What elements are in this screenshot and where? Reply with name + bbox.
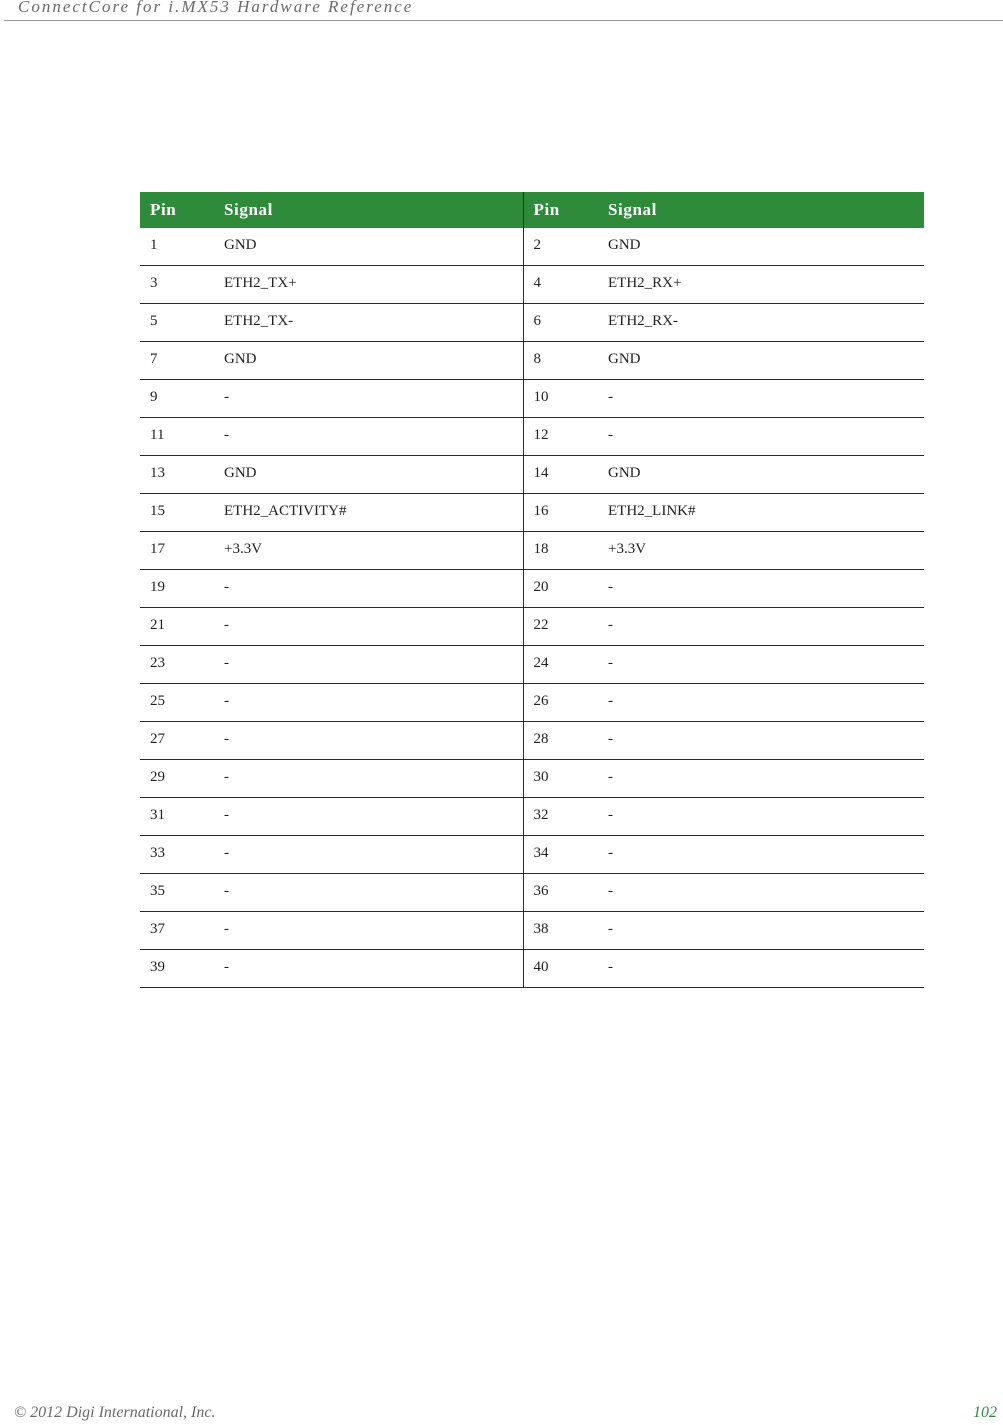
column-header-pin-left: Pin — [140, 192, 214, 228]
table-row — [140, 532, 924, 570]
pin-right-cell: 40 — [523, 950, 598, 988]
column-header-pin-right: Pin — [523, 192, 598, 228]
signal-left-cell: - — [214, 608, 523, 646]
column-header-signal-right: Signal — [598, 192, 924, 228]
signal-right-cell: - — [598, 418, 924, 456]
signal-right-cell: - — [598, 760, 924, 798]
signal-left-cell: - — [214, 380, 523, 418]
signal-left-cell: ETH2_TX- — [214, 304, 523, 342]
pin-left-cell: 31 — [140, 798, 214, 836]
pin-right-cell: 32 — [523, 798, 598, 836]
signal-right-cell: ETH2_LINK# — [598, 494, 924, 532]
pin-right-cell: 14 — [523, 456, 598, 494]
table-row — [140, 342, 924, 380]
table-row — [140, 418, 924, 456]
signal-right-cell: - — [598, 646, 924, 684]
signal-left-cell: +3.3V — [214, 532, 523, 570]
pin-right-cell: 26 — [523, 684, 598, 722]
pin-right-cell: 6 — [523, 304, 598, 342]
pin-left-cell: 29 — [140, 760, 214, 798]
pin-right-cell: 8 — [523, 342, 598, 380]
pin-left-cell: 35 — [140, 874, 214, 912]
signal-right-cell: - — [598, 722, 924, 760]
signal-left-cell: - — [214, 760, 523, 798]
header-divider — [4, 20, 1003, 21]
signal-right-cell: - — [598, 570, 924, 608]
signal-right-cell: - — [598, 874, 924, 912]
pin-right-cell: 4 — [523, 266, 598, 304]
signal-left-cell: - — [214, 684, 523, 722]
pin-right-cell: 18 — [523, 532, 598, 570]
signal-right-cell: - — [598, 836, 924, 874]
signal-right-cell: - — [598, 950, 924, 988]
pin-right-cell: 22 — [523, 608, 598, 646]
signal-left-cell: GND — [214, 342, 523, 380]
table-header-row — [140, 192, 924, 228]
pin-right-cell: 28 — [523, 722, 598, 760]
table-row — [140, 684, 924, 722]
table-row — [140, 304, 924, 342]
footer-copyright: © 2012 Digi International, Inc. — [14, 1404, 216, 1421]
pin-left-cell: 13 — [140, 456, 214, 494]
pin-right-cell: 38 — [523, 912, 598, 950]
signal-left-cell: - — [214, 570, 523, 608]
pin-right-cell: 24 — [523, 646, 598, 684]
signal-left-cell: - — [214, 418, 523, 456]
table-row — [140, 912, 924, 950]
pin-left-cell: 39 — [140, 950, 214, 988]
signal-right-cell: ETH2_RX- — [598, 304, 924, 342]
document-header-title: ConnectCore for i.MX53 Hardware Reference — [18, 0, 414, 16]
table-row — [140, 836, 924, 874]
table-row — [140, 760, 924, 798]
table-row — [140, 570, 924, 608]
signal-left-cell: ETH2_TX+ — [214, 266, 523, 304]
pin-left-cell: 1 — [140, 228, 214, 266]
signal-right-cell: - — [598, 380, 924, 418]
table-row — [140, 456, 924, 494]
signal-left-cell: - — [214, 722, 523, 760]
table-row — [140, 722, 924, 760]
signal-left-cell: - — [214, 836, 523, 874]
table-row — [140, 266, 924, 304]
signal-left-cell: - — [214, 646, 523, 684]
signal-left-cell: - — [214, 912, 523, 950]
table-row — [140, 380, 924, 418]
column-header-signal-left: Signal — [214, 192, 523, 228]
pin-left-cell: 25 — [140, 684, 214, 722]
pin-right-cell: 34 — [523, 836, 598, 874]
signal-left-cell: GND — [214, 228, 523, 266]
table-row — [140, 798, 924, 836]
signal-left-cell: - — [214, 874, 523, 912]
table-row — [140, 646, 924, 684]
pin-right-cell: 12 — [523, 418, 598, 456]
signal-right-cell: GND — [598, 456, 924, 494]
pin-right-cell: 2 — [523, 228, 598, 266]
pin-left-cell: 27 — [140, 722, 214, 760]
pin-left-cell: 15 — [140, 494, 214, 532]
table-row — [140, 494, 924, 532]
signal-right-cell: - — [598, 912, 924, 950]
pin-right-cell: 30 — [523, 760, 598, 798]
pin-left-cell: 17 — [140, 532, 214, 570]
pin-right-cell: 36 — [523, 874, 598, 912]
pin-right-cell: 20 — [523, 570, 598, 608]
table-row — [140, 950, 924, 988]
footer-page-number: 102 — [973, 1404, 997, 1421]
signal-left-cell: - — [214, 798, 523, 836]
signal-right-cell: +3.3V — [598, 532, 924, 570]
pin-right-cell: 10 — [523, 380, 598, 418]
pin-left-cell: 7 — [140, 342, 214, 380]
pin-left-cell: 23 — [140, 646, 214, 684]
table-row — [140, 228, 924, 266]
pin-left-cell: 33 — [140, 836, 214, 874]
pinout-table — [140, 192, 924, 988]
pin-left-cell: 37 — [140, 912, 214, 950]
signal-left-cell: GND — [214, 456, 523, 494]
signal-right-cell: ETH2_RX+ — [598, 266, 924, 304]
pin-left-cell: 11 — [140, 418, 214, 456]
signal-right-cell: - — [598, 798, 924, 836]
pin-left-cell: 9 — [140, 380, 214, 418]
signal-right-cell: GND — [598, 342, 924, 380]
table-body — [140, 228, 924, 988]
table-row — [140, 874, 924, 912]
signal-right-cell: GND — [598, 228, 924, 266]
signal-left-cell: ETH2_ACTIVITY# — [214, 494, 523, 532]
pin-left-cell: 3 — [140, 266, 214, 304]
pin-left-cell: 19 — [140, 570, 214, 608]
pin-right-cell: 16 — [523, 494, 598, 532]
signal-right-cell: - — [598, 684, 924, 722]
signal-right-cell: - — [598, 608, 924, 646]
pin-left-cell: 5 — [140, 304, 214, 342]
table-row — [140, 608, 924, 646]
signal-left-cell: - — [214, 950, 523, 988]
pin-left-cell: 21 — [140, 608, 214, 646]
